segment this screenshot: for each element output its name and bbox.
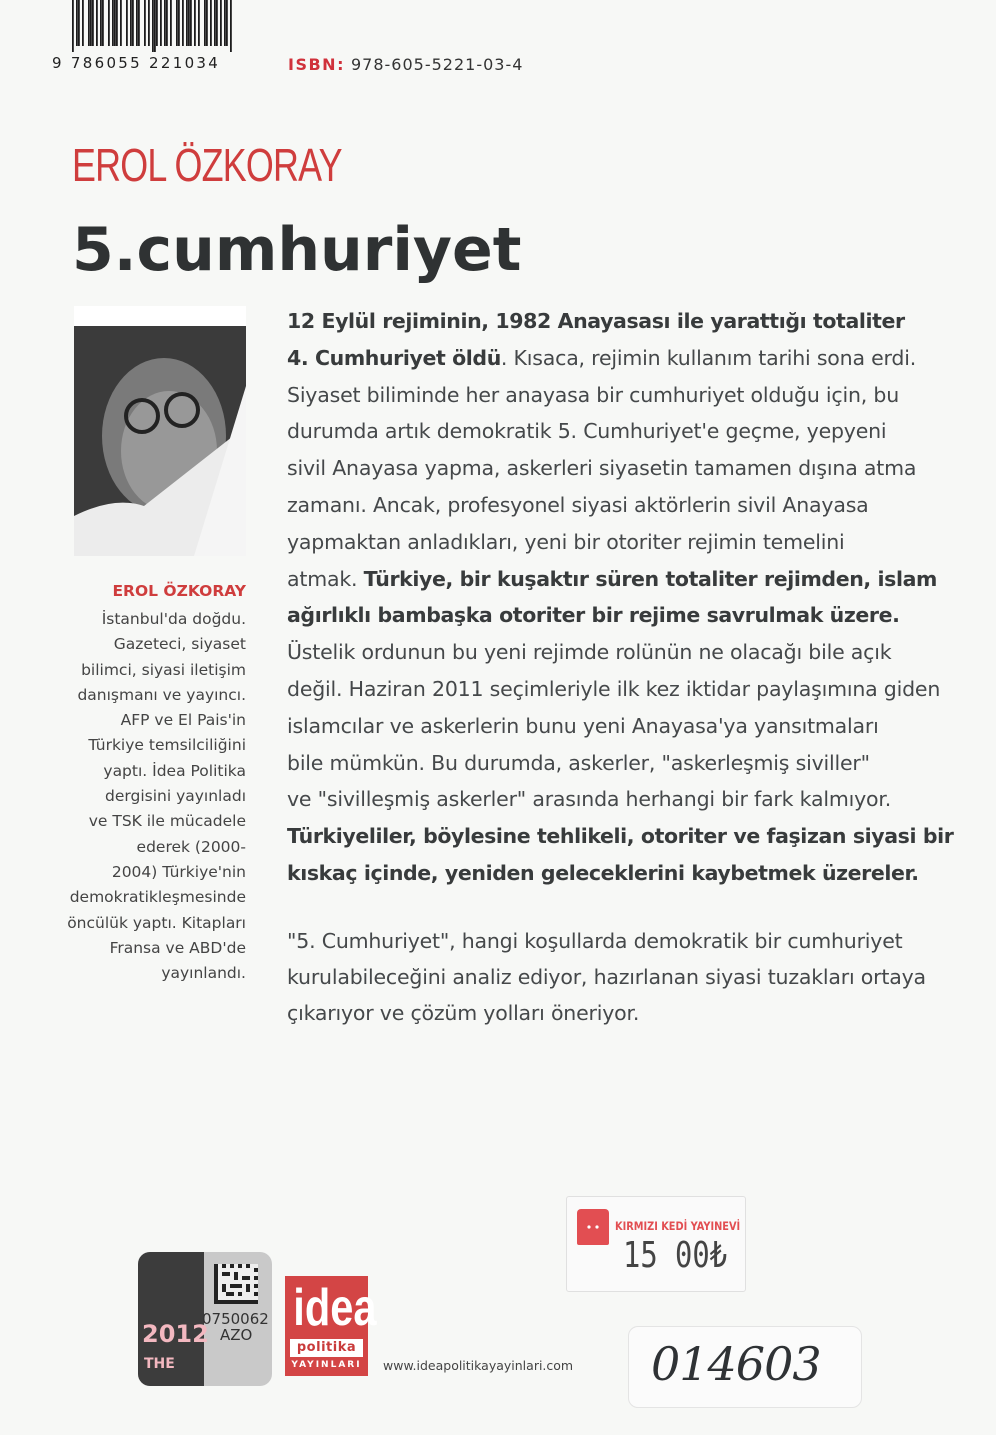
bio-line: ederek (2000- <box>136 837 246 856</box>
bio-line: danışmanı ve yayıncı. <box>77 685 246 704</box>
blurb-line: islamcılar ve askerlerin bunu yeni Anayasa'ya yansıtmaları <box>287 713 879 738</box>
blurb-line: ve "sivilleşmiş askerler" arasında herhangi bir fark kalmıyor. <box>287 787 892 812</box>
barcode-bar <box>92 0 94 46</box>
barcode-bar <box>170 0 172 46</box>
blurb-line: zamanı. Ancak, profesyonel siyasi aktörlerin sivil Anayasa <box>287 492 869 517</box>
author-photo <box>74 306 246 556</box>
bio-line: ve TSK ile mücadele <box>88 812 246 831</box>
publisher-website[interactable]: www.ideapolitikayayinlari.com <box>383 1358 574 1373</box>
barcode-bar <box>82 0 84 46</box>
barcode-bar <box>120 0 122 46</box>
barcode-bar <box>132 0 134 46</box>
inventory-number: 014603 <box>651 1337 821 1391</box>
bio-line: dergisini yayınladı <box>105 787 246 806</box>
blurb-line <box>287 597 927 634</box>
blurb-bold: 12 Eylül rejiminin, 1982 Anayasası ile yarattığı totaliter <box>287 309 905 333</box>
blurb-line: bile mümkün. Bu durumda, askerler, "askerleşmiş siviller" <box>287 750 870 775</box>
bio-line: Fransa ve ABD'de <box>109 938 246 957</box>
blurb-line <box>287 561 937 598</box>
bio-line: Türkiye temsilciliğini <box>88 736 246 755</box>
barcode-bar <box>112 0 114 46</box>
barcode-bar <box>144 0 146 46</box>
barcode-bar <box>224 0 226 46</box>
bio-line: Gazeteci, siyaset <box>113 635 246 654</box>
blurb-bold: kıskaç içinde, yeniden geleceklerini kaybetmek üzereler. <box>287 860 919 885</box>
blurb-line <box>287 818 954 855</box>
bio-line: yayınlandı. <box>161 964 246 983</box>
barcode-bar <box>214 0 216 46</box>
blurb-text: atmak. <box>287 566 364 591</box>
blurb-line <box>287 303 927 340</box>
hologram-sticker <box>138 1252 272 1386</box>
logo-idea: idea <box>293 1279 377 1337</box>
barcode-bar <box>166 0 168 46</box>
barcode-bar <box>102 0 104 46</box>
blurb-line: durumda artık demokratik 5. Cumhuriyet'e geçme, yepyeni <box>287 419 887 444</box>
barcode-bar <box>90 0 92 46</box>
blurb-bold: Türkiye, bir kuşaktır süren totaliter rejimden, islam <box>363 566 937 591</box>
blurb-bold: Türkiyeliler, böylesine tehlikeli, otoriter ve faşizan siyasi bir <box>287 824 954 849</box>
book-title: 5.cumhuriyet <box>72 215 522 285</box>
blurb-text: . Kısaca, rejimin kullanım tarihi sona erdi. <box>500 345 917 370</box>
sticker-price: 15 00₺ <box>623 1235 728 1276</box>
summary-line: kurulabileceğini analiz ediyor, hazırlanan siyasi tuzakları ortaya <box>287 965 926 989</box>
isbn <box>288 55 523 74</box>
barcode-bar <box>138 0 140 46</box>
blurb-line: Siyaset biliminde her anayasa bir cumhuriyet olduğu için, bu <box>287 382 900 407</box>
hologram-code: 0750062 <box>202 1310 269 1328</box>
bio-line: bilimci, siyasi iletişim <box>81 660 246 679</box>
author-bio <box>52 607 246 986</box>
blurb-line: sivil Anayasa yapma, askerleri siyasetin tamamen dışına atma <box>287 456 917 481</box>
barcode-bar <box>186 0 188 46</box>
barcode <box>72 0 232 52</box>
blurb-line: değil. Haziran 2011 seçimleriyle ilk kez iktidar paylaşımına giden <box>287 676 941 701</box>
blurb <box>287 303 954 892</box>
barcode-bar <box>204 0 206 46</box>
barcode-bar <box>72 0 74 52</box>
barcode-bar <box>116 0 118 46</box>
summary-line: "5. Cumhuriyet", hangi koşullarda demokratik bir cumhuriyet <box>287 929 903 953</box>
barcode-bar <box>182 0 184 46</box>
hologram-series: AZO <box>220 1326 253 1344</box>
cover-author: EROL ÖZKORAY <box>72 139 342 191</box>
logo-yayinlari: YAYINLARI <box>291 1360 362 1370</box>
barcode-bar <box>198 0 200 46</box>
barcode-bar <box>194 0 196 46</box>
barcode-bar <box>154 0 156 52</box>
book-title-logo <box>72 212 532 292</box>
barcode-bar <box>190 0 192 46</box>
bio-line: öncülük yaptı. Kitapları <box>67 913 246 932</box>
barcode-bar <box>230 0 232 52</box>
hologram-year: 2012 <box>142 1320 209 1348</box>
bio-line: 2004) Türkiye'nin <box>111 862 246 881</box>
barcode-bar <box>78 0 80 46</box>
isbn-label: ISBN: <box>288 55 345 74</box>
barcode-bar <box>156 0 158 46</box>
barcode-bar <box>126 0 128 46</box>
barcode-bar <box>130 0 132 46</box>
barcode-bar <box>136 0 138 46</box>
blurb-line: Üstelik ordunun bu yeni rejimde rolünün ne olacağı bile açık <box>287 640 892 665</box>
datamatrix-code-icon <box>214 1264 258 1304</box>
barcode-bar <box>152 0 154 52</box>
barcode-bar <box>176 0 178 46</box>
bio-line: İstanbul'da doğdu. <box>101 610 246 628</box>
barcode-bar <box>108 0 110 46</box>
cat-logo-icon <box>577 1209 609 1245</box>
isbn-value: 978-605-5221-03-4 <box>350 55 524 74</box>
barcode-bar <box>100 0 102 46</box>
blurb-line: yapmaktan anladıkları, yeni bir otoriter rejimin temelini <box>287 529 845 554</box>
barcode-bar <box>76 0 78 46</box>
blurb-line <box>287 340 927 377</box>
publisher-logo <box>285 1276 377 1376</box>
barcode-bar <box>178 0 180 46</box>
barcode-bar <box>114 0 116 46</box>
bio-line: yaptı. İdea Politika <box>103 761 246 780</box>
barcode-bar <box>96 0 98 46</box>
barcode-bar <box>220 0 222 46</box>
barcode-bar <box>188 0 190 46</box>
price-sticker <box>566 1196 746 1292</box>
summary <box>287 923 927 1031</box>
blurb-line <box>287 855 927 892</box>
barcode-bar <box>160 0 162 46</box>
bio-author-name: EROL ÖZKORAY <box>112 582 246 600</box>
bio-line: demokratikleşmesinde <box>69 888 246 907</box>
barcode-digits: 9 786055 221034 <box>52 54 221 72</box>
barcode-bar <box>164 0 166 46</box>
summary-line: çıkarıyor ve çözüm yolları öneriyor. <box>287 1001 640 1025</box>
barcode-bar <box>206 0 208 46</box>
barcode-bar <box>226 0 228 46</box>
bio-line: AFP ve El Pais'in <box>120 711 246 730</box>
sticker-brand: KIRMIZI KEDİ YAYINEVİ <box>615 1219 741 1233</box>
logo-politika: politika <box>290 1339 363 1357</box>
blurb-bold: ağırlıklı bambaşka otoriter bir rejime savrulmak üzere. <box>287 603 900 628</box>
barcode-bar <box>88 0 90 46</box>
inventory-label <box>628 1326 862 1408</box>
blurb-bold: 4. Cumhuriyet öldü <box>287 345 501 370</box>
barcode-bar <box>216 0 218 46</box>
barcode-bar <box>210 0 212 46</box>
hologram-the: THE <box>144 1356 175 1372</box>
barcode-bar <box>148 0 150 46</box>
